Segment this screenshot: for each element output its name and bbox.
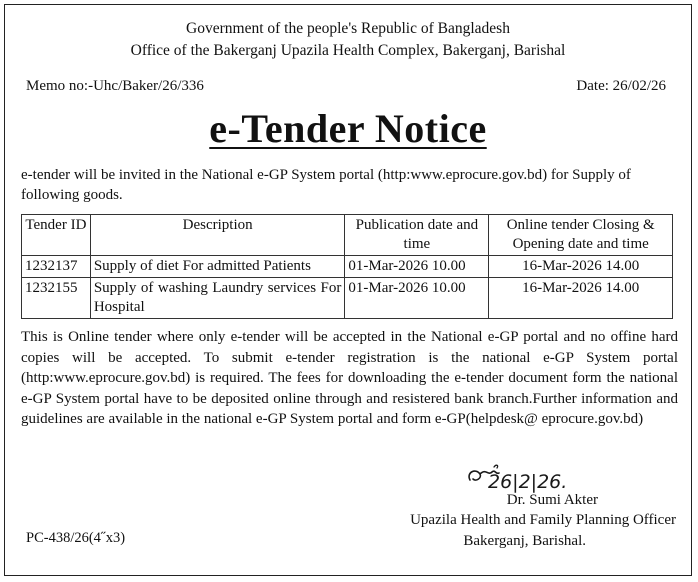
notice-date: Date: 26/02/26 bbox=[576, 78, 666, 94]
body-paragraph: This is Online tender where only e-tender will be accepted in the National e-GP portal and no offine hard copies will be accepted. To submit e-tender registration is the national e-GP System portal (http:www.eprocure.gov.bd) is required. The fees for downloading the e-tender document form the national e-GP System portal have to be deposited online through and resistered bank branch.Further information and guidelines are available in the national e-GP System portal and form e-GP(helpdesk@ eprocure.gov.bd) bbox=[21, 329, 678, 427]
office-heading: Office of the Bakerganj Upazila Health Complex, Bakerganj, Barishal bbox=[130, 42, 566, 59]
description-cell: Supply of diet For admitted Patients bbox=[90, 256, 345, 278]
intro-paragraph: e-tender will be invited in the National e-GP System portal (http:www.eprocure.gov.bd) for Supply of following goods. bbox=[21, 167, 631, 203]
header-closing-date: Online tender Closing & Opening date and time bbox=[489, 215, 673, 256]
tender-notice bbox=[4, 4, 692, 576]
signatory-title: Upazila Health and Family Planning Officer bbox=[410, 512, 676, 528]
closing-date-cell: 16-Mar-2026 14.00 bbox=[489, 278, 673, 319]
header-description: Description bbox=[90, 215, 345, 256]
handwritten-date: 26|2|26. bbox=[488, 471, 568, 493]
publication-date-cell: 01-Mar-2026 10.00 bbox=[345, 256, 489, 278]
signatory-place: Bakerganj, Barishal. bbox=[463, 533, 586, 549]
signatory-name: Dr. Sumi Akter bbox=[506, 492, 598, 508]
table-row bbox=[22, 256, 673, 278]
table-header-row bbox=[22, 215, 673, 256]
publication-date-cell: 01-Mar-2026 10.00 bbox=[345, 278, 489, 319]
handwritten-signature bbox=[464, 460, 614, 494]
tender-id-cell: 1232137 bbox=[22, 256, 91, 278]
table-row bbox=[22, 278, 673, 319]
tender-table bbox=[21, 214, 673, 319]
notice-title-text: e-Tender Notice bbox=[209, 106, 487, 151]
header-tender-id: Tender ID bbox=[22, 215, 91, 256]
header-publication-date: Publication date and time bbox=[345, 215, 489, 256]
closing-date-cell: 16-Mar-2026 14.00 bbox=[489, 256, 673, 278]
tender-id-cell: 1232155 bbox=[22, 278, 91, 319]
memo-number: Memo no:-Uhc/Baker/26/336 bbox=[26, 78, 204, 94]
government-heading: Government of the people's Republic of Bangladesh bbox=[186, 20, 510, 37]
description-cell: Supply of washing Laundry services For Hospital bbox=[90, 278, 345, 319]
notice-title bbox=[5, 105, 691, 152]
pc-code: PC-438/26(4˝x3) bbox=[26, 530, 126, 546]
